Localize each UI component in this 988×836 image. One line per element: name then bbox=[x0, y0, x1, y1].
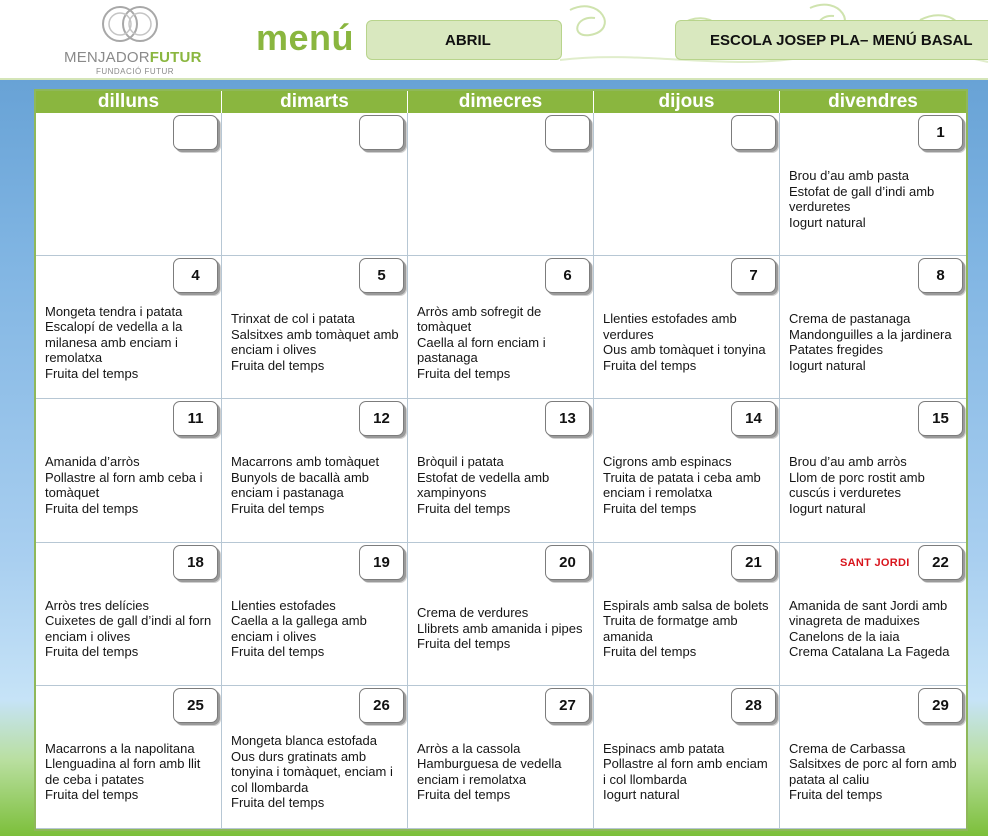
day-cell bbox=[36, 113, 222, 256]
day-cell bbox=[780, 256, 966, 399]
meal-list bbox=[45, 577, 215, 681]
meal-item: Iogurt natural bbox=[789, 500, 866, 516]
meal-item: Estofat de vedella amb xampinyons bbox=[417, 469, 550, 501]
meal-item: Arròs a la cassola bbox=[417, 740, 521, 756]
meal-item: Amanida d’arròs bbox=[45, 454, 140, 470]
meal-item: Caella a la gallega amb enciam i olives bbox=[231, 613, 367, 644]
day-cell bbox=[594, 256, 780, 399]
weekday-header: dijous bbox=[594, 91, 780, 113]
meal-list bbox=[231, 433, 401, 537]
date-number: 27 bbox=[545, 688, 590, 723]
day-cell bbox=[222, 543, 408, 686]
date-number: 14 bbox=[731, 401, 776, 436]
date-number: 26 bbox=[359, 688, 404, 723]
meal-item: Fruita del temps bbox=[417, 500, 511, 516]
meal-item: Fruita del temps bbox=[45, 787, 139, 803]
meal-item: Espinacs amb patata bbox=[603, 740, 725, 756]
date-number: 15 bbox=[918, 401, 963, 436]
meal-list bbox=[789, 147, 960, 251]
calendar-grid bbox=[36, 113, 966, 829]
meal-item: Mandonguilles a la jardinera bbox=[789, 326, 952, 342]
meal-item: Fruita del temps bbox=[231, 795, 325, 811]
date-number: 11 bbox=[173, 401, 218, 436]
meal-item: Patates fregides bbox=[789, 342, 883, 358]
weekday-header: divendres bbox=[780, 91, 966, 113]
date-number: 19 bbox=[359, 545, 404, 580]
school-label: ESCOLA JOSEP PLA– MENÚ BASAL bbox=[675, 20, 988, 60]
meal-item: Crema de pastanaga bbox=[789, 311, 911, 327]
meal-list bbox=[789, 433, 960, 537]
day-cell bbox=[36, 686, 222, 829]
meal-item: Escalopí de vedella a la milanesa amb enciam i remolatxa bbox=[45, 319, 183, 366]
meal-item: Brou d’au amb arròs bbox=[789, 454, 907, 470]
meal-item: Trinxat de col i patata bbox=[231, 311, 355, 327]
meal-item: Estofat de gall d’indi amb verduretes bbox=[789, 183, 935, 215]
weekday-header-row bbox=[36, 91, 966, 113]
meal-item: Fruita del temps bbox=[603, 500, 697, 516]
meal-item: Fruita del temps bbox=[603, 644, 697, 660]
meal-item: Bròquil i patata bbox=[417, 454, 504, 470]
date-number: 28 bbox=[731, 688, 776, 723]
meal-item: Fruita del temps bbox=[603, 357, 697, 373]
meal-item: Cuixetes de gall d’indi al forn enciam i olives bbox=[45, 613, 212, 644]
meal-list bbox=[231, 147, 401, 251]
meal-list bbox=[417, 577, 587, 681]
meal-item: Llenties estofades amb verdures bbox=[603, 311, 737, 342]
menjador-futur-logo bbox=[60, 4, 210, 76]
meal-item: Arròs amb sofregit de tomàquet bbox=[417, 303, 542, 335]
meal-item: Crema Catalana La Fageda bbox=[789, 644, 950, 660]
meal-item: Fruita del temps bbox=[417, 365, 511, 381]
logo-rings-icon bbox=[98, 4, 162, 44]
logo-name-light: MENJADOR bbox=[64, 49, 150, 66]
meal-list bbox=[603, 577, 773, 681]
meal-item: Cigrons amb espinacs bbox=[603, 454, 732, 470]
meal-item: Fruita del temps bbox=[231, 644, 325, 660]
day-cell bbox=[222, 113, 408, 256]
meal-list bbox=[45, 720, 215, 824]
meal-item: Fruita del temps bbox=[45, 365, 139, 381]
weekday-header: dimarts bbox=[222, 91, 408, 113]
meal-item: Pollastre al forn amb ceba i tomàquet bbox=[45, 469, 203, 501]
meal-list bbox=[417, 433, 587, 537]
day-cell bbox=[222, 686, 408, 829]
day-cell bbox=[408, 543, 594, 686]
day-cell bbox=[780, 543, 966, 686]
meal-list bbox=[231, 577, 401, 681]
meal-item: Iogurt natural bbox=[603, 787, 680, 803]
meal-list bbox=[231, 290, 401, 394]
date-number: 8 bbox=[918, 258, 963, 293]
day-cell bbox=[780, 686, 966, 829]
meal-list bbox=[45, 290, 215, 394]
date-number: 4 bbox=[173, 258, 218, 293]
meal-item: Truita de formatge amb amanida bbox=[603, 613, 738, 644]
meal-list bbox=[603, 720, 773, 824]
day-cell bbox=[408, 256, 594, 399]
menu-calendar bbox=[34, 89, 968, 831]
meal-item: Mongeta blanca estofada bbox=[231, 733, 377, 749]
meal-list bbox=[789, 290, 960, 394]
date-number: 22 bbox=[918, 545, 963, 580]
meal-list bbox=[789, 720, 960, 824]
meal-item: Hamburguesa de vedella enciam i remolatxa bbox=[417, 756, 562, 787]
logo-name bbox=[64, 49, 210, 66]
day-cell bbox=[222, 256, 408, 399]
meal-item: Fruita del temps bbox=[45, 500, 139, 516]
meal-item: Mongeta tendra i patata bbox=[45, 303, 183, 319]
meal-item: Fruita del temps bbox=[789, 787, 883, 803]
date-number: 1 bbox=[918, 115, 963, 150]
meal-item: Fruita del temps bbox=[45, 644, 139, 660]
date-number: 6 bbox=[545, 258, 590, 293]
date-number: 12 bbox=[359, 401, 404, 436]
month-label: ABRIL bbox=[366, 20, 562, 60]
day-cell bbox=[36, 256, 222, 399]
meal-list bbox=[789, 577, 960, 681]
date-number: 13 bbox=[545, 401, 590, 436]
meal-item: Salsitxes de porc al forn amb patata al caliu bbox=[789, 756, 957, 787]
meal-item: Iogurt natural bbox=[789, 357, 866, 373]
weekday-header: dimecres bbox=[408, 91, 594, 113]
day-cell bbox=[36, 543, 222, 686]
date-number: 7 bbox=[731, 258, 776, 293]
meal-item: Amanida de sant Jordi amb vinagreta de maduixes bbox=[789, 597, 948, 629]
meal-item: Canelons de la iaia bbox=[789, 628, 900, 644]
date-number: 18 bbox=[173, 545, 218, 580]
day-cell bbox=[222, 399, 408, 542]
weekday-header: dilluns bbox=[36, 91, 222, 113]
day-cell bbox=[594, 543, 780, 686]
meal-list bbox=[417, 720, 587, 824]
meal-item: Fruita del temps bbox=[417, 636, 511, 652]
date-number: 25 bbox=[173, 688, 218, 723]
day-cell bbox=[594, 686, 780, 829]
date-number: 29 bbox=[918, 688, 963, 723]
date-number bbox=[173, 115, 218, 150]
meal-list bbox=[603, 147, 773, 251]
meal-list bbox=[417, 147, 587, 251]
meal-item: Fruita del temps bbox=[417, 787, 511, 803]
meal-item: Llibrets amb amanida i pipes bbox=[417, 620, 583, 636]
meal-item: Espirals amb salsa de bolets bbox=[603, 597, 769, 613]
day-cell bbox=[780, 113, 966, 256]
day-cell bbox=[408, 113, 594, 256]
meal-item: Salsitxes amb tomàquet amb enciam i olives bbox=[231, 326, 399, 358]
date-number: 20 bbox=[545, 545, 590, 580]
date-number bbox=[731, 115, 776, 150]
meal-item: Fruita del temps bbox=[231, 357, 325, 373]
meal-list bbox=[45, 147, 215, 251]
meal-item: Truita de patata i ceba amb enciam i remolatxa bbox=[603, 469, 761, 501]
meal-item: Crema de Carbassa bbox=[789, 740, 906, 756]
meal-item: Fruita del temps bbox=[231, 500, 325, 516]
day-cell bbox=[594, 399, 780, 542]
meal-item: Llenguadina al forn amb llit de ceba i patates bbox=[45, 756, 201, 787]
date-number bbox=[359, 115, 404, 150]
logo-subtitle: FUNDACIÓ FUTUR bbox=[95, 67, 175, 76]
meal-item: Macarrons amb tomàquet bbox=[231, 454, 380, 470]
meal-item: Pollastre al forn amb enciam i col llombarda bbox=[603, 756, 768, 787]
meal-item: Macarrons a la napolitana bbox=[45, 740, 195, 756]
meal-list bbox=[231, 720, 401, 824]
day-cell bbox=[36, 399, 222, 542]
meal-item: Iogurt natural bbox=[789, 214, 866, 230]
meal-list bbox=[603, 290, 773, 394]
meal-item: Llenties estofades bbox=[231, 597, 336, 613]
meal-item: Bunyols de bacallà amb enciam i pastanaga bbox=[231, 469, 370, 501]
menu-title: menú bbox=[256, 17, 355, 58]
event-label: SANT JORDI bbox=[840, 556, 910, 569]
meal-list bbox=[603, 433, 773, 537]
day-cell bbox=[594, 113, 780, 256]
day-cell bbox=[780, 399, 966, 542]
meal-item: Ous amb tomàquet i tonyina bbox=[603, 342, 766, 358]
meal-item: Ous durs gratinats amb tonyina i tomàquet, enciam i col llombarda bbox=[231, 748, 393, 795]
meal-item: Brou d’au amb pasta bbox=[789, 168, 909, 184]
meal-item: Llom de porc rostit amb cuscús i verduretes bbox=[789, 469, 925, 501]
logo-name-bold: FUTUR bbox=[149, 49, 202, 66]
meal-list bbox=[45, 433, 215, 537]
meal-item: Arròs tres delícies bbox=[45, 597, 150, 613]
date-number: 5 bbox=[359, 258, 404, 293]
date-number: 21 bbox=[731, 545, 776, 580]
day-cell bbox=[408, 399, 594, 542]
date-number bbox=[545, 115, 590, 150]
day-cell bbox=[408, 686, 594, 829]
header bbox=[0, 0, 988, 80]
meal-item: Crema de verdures bbox=[417, 605, 529, 621]
meal-list bbox=[417, 290, 587, 394]
meal-item: Caella al forn enciam i pastanaga bbox=[417, 334, 546, 366]
